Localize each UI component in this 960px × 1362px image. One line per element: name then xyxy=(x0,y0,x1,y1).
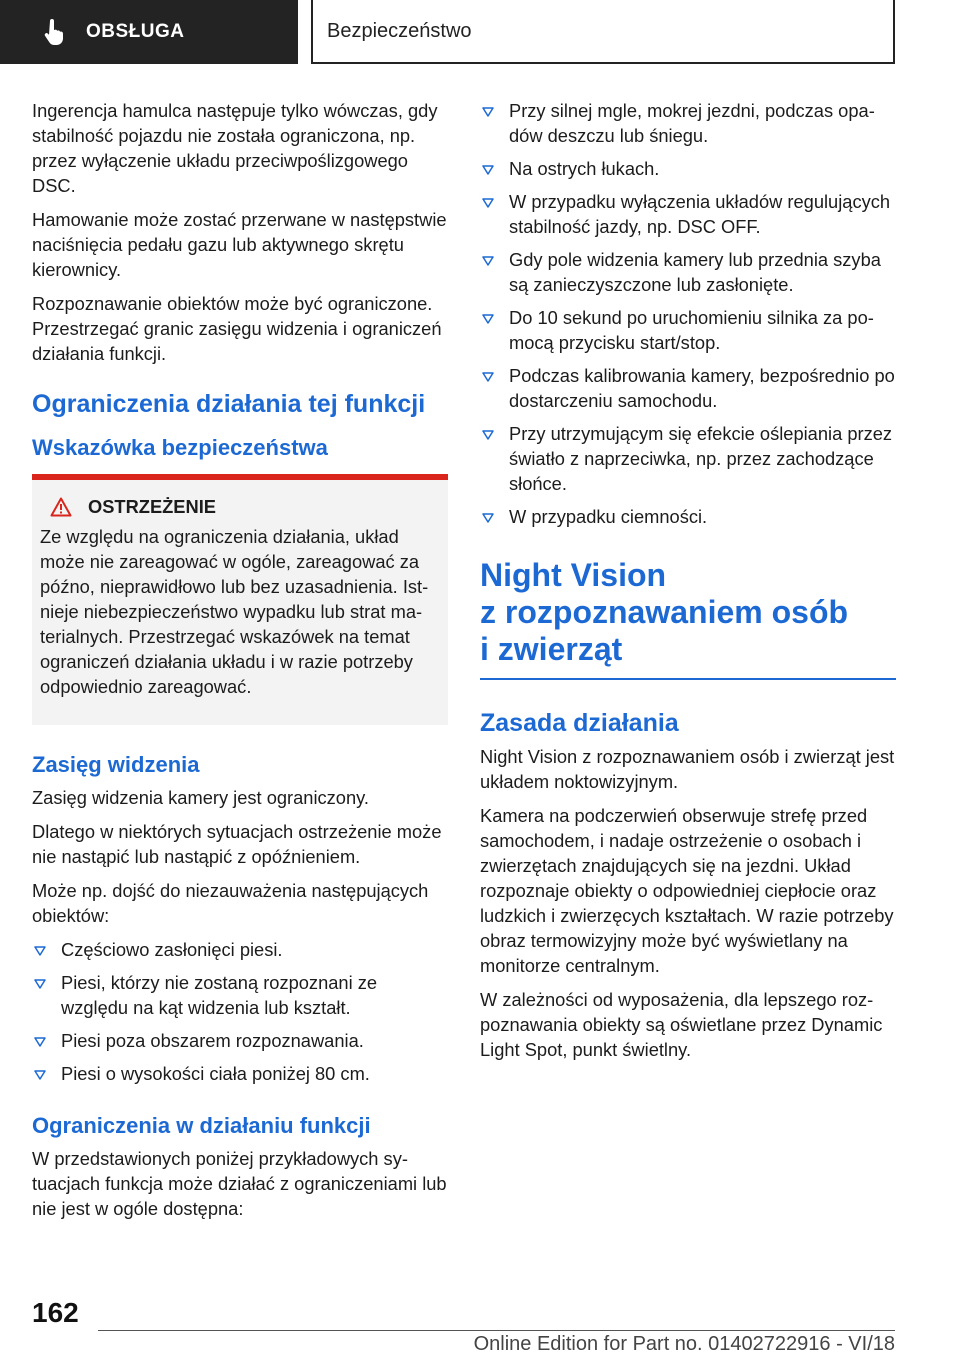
triangle-bullet-icon xyxy=(482,430,494,440)
list-item xyxy=(480,156,896,181)
list-item xyxy=(32,970,448,1020)
range-paragraph: Dlatego w niektórych sytuacjach ostrzeżenie może nie nastąpić lub nastąpić z opóźnieniem. xyxy=(32,821,442,867)
list-item xyxy=(480,305,896,355)
triangle-bullet-icon xyxy=(34,979,46,989)
safety-heading: Wskazówka bezpieczeństwa xyxy=(32,435,328,460)
limits-heading: Ograniczenia działania tej funkcji xyxy=(32,390,426,418)
list-item-text: Piesi, którzy nie zostaną rozpoznani ze względu na kąt widzenia lub kształt. xyxy=(61,972,378,1018)
triangle-bullet-icon xyxy=(482,256,494,266)
list-item xyxy=(480,421,896,496)
edition-text: Online Edition for Part no. 01402722916 - VI/18 xyxy=(473,1333,895,1355)
range-paragraph: Może np. dojść do niezauważenia następujących obiektów: xyxy=(32,880,429,926)
triangle-bullet-icon xyxy=(482,107,494,117)
triangle-bullet-icon xyxy=(34,946,46,956)
chapter-tab-label: Bezpieczeństwo xyxy=(327,19,472,42)
page-header xyxy=(0,0,960,66)
triangle-bullet-icon xyxy=(482,314,494,324)
warning-title: OSTRZEŻENIE xyxy=(88,496,216,517)
section-tab-label: OBSŁUGA xyxy=(86,21,185,42)
triangle-bullet-icon xyxy=(482,165,494,175)
triangle-bullet-icon xyxy=(34,1070,46,1080)
conditions-list xyxy=(480,98,896,529)
list-item-text: Podczas kalibrowania kamery, bezpośrednio po dostarczeniu samochodu. xyxy=(509,365,895,411)
list-item-text: Piesi o wysokości ciała poniżej 80 cm. xyxy=(61,1063,370,1084)
list-item xyxy=(480,363,896,413)
warning-header xyxy=(40,496,440,518)
function-limits-heading: Ograniczenia w działaniu funkcji xyxy=(32,1113,371,1138)
principle-heading: Zasada działania xyxy=(480,709,679,737)
list-item-text: W przypadku ciemności. xyxy=(509,506,708,527)
intro-paragraph: Hamowanie może zostać przerwane w następstwie naciśnięcia pedału gazu lub aktywnego skrętu kierownicy. xyxy=(32,209,447,280)
list-item-text: Gdy pole widzenia kamery lub przednia szyba są zanieczyszczone lub zasłonięte. xyxy=(509,249,881,295)
list-item-text: Do 10 sekund po uruchomieniu silnika za pomocą przycisku start/stop. xyxy=(509,307,874,353)
list-item xyxy=(32,1028,448,1053)
list-item-text: Na ostrych łukach. xyxy=(509,158,660,179)
principle-paragraph: Kamera na podczerwień obserwuje strefę przed samochodem, i nadaje ostrzeżenie o osobach i zwierzętach znajdujących się na jezdni. Układ rozpoznaje obiekty o odpowiedniej ciepłocie oraz ludzkich i zwierzęcych kształtach. W razie potrzeby obraz termowizyjny może być wyświetlany na monitorze centralnym. xyxy=(480,805,894,976)
function-limits-paragraph: W przedstawionych poniżej przykładowych sytuacjach funkcja może działać z ograniczeniami lub nie jest w ogóle dostępna: xyxy=(32,1148,447,1219)
warning-box xyxy=(32,474,448,725)
principle-paragraph: W zależności od wyposażenia, dla lepszego rozpoznawania obiekty są oświetlane przez Dynamic Light Spot, punkt świetlny. xyxy=(480,989,883,1060)
range-list xyxy=(32,937,448,1086)
warning-text: Ze względu na ograniczenia działania, układ może nie zareagować w ogóle, zareagować za późno, nieprawidłowo lub bez uzasadnienia. Istnieje niebezpieczeństwo wypadku lub strat materialnych. Przestrzegać wskazówek na temat ograniczeń działania układu i w razie potrzeby odpowiednio zareagować. xyxy=(40,526,429,697)
section-tab xyxy=(0,0,298,64)
list-item xyxy=(480,98,896,148)
hand-pointer-icon xyxy=(42,19,66,45)
footer-divider xyxy=(98,1330,895,1331)
list-item xyxy=(32,1061,448,1086)
triangle-bullet-icon xyxy=(34,1037,46,1047)
section-title xyxy=(480,557,896,668)
principle-paragraph: Night Vision z rozpoznawaniem osób i zwierząt jest układem noktowizyjnym. xyxy=(480,746,895,792)
range-heading: Zasięg widzenia xyxy=(32,752,200,777)
list-item xyxy=(480,504,896,529)
triangle-bullet-icon xyxy=(482,372,494,382)
list-item-text: Częściowo zasłonięci piesi. xyxy=(61,939,283,960)
intro-paragraph: Ingerencja hamulca następuje tylko wówczas, gdy stabilność pojazdu nie została ograniczona, np. przez wyłączenie układu przeciwpoślizgowego DSC. xyxy=(32,100,438,196)
list-item-text: Przy utrzymującym się efekcie oślepiania przez światło z naprzeciwka, np. przez zachodzące słońce. xyxy=(509,423,893,494)
range-paragraph: Zasięg widzenia kamery jest ograniczony. xyxy=(32,787,369,808)
section-title-line: i zwierząt xyxy=(480,631,623,667)
triangle-bullet-icon xyxy=(482,198,494,208)
list-item-text: Przy silnej mgle, mokrej jezdni, podczas opadów deszczu lub śniegu. xyxy=(509,100,875,146)
title-divider xyxy=(480,678,896,680)
triangle-bullet-icon xyxy=(482,513,494,523)
right-column xyxy=(480,98,896,1071)
list-item-text: Piesi poza obszarem rozpoznawania. xyxy=(61,1030,364,1051)
section-title-line: z rozpoznawaniem osób xyxy=(480,594,849,630)
chapter-tab xyxy=(311,0,895,64)
list-item xyxy=(480,247,896,297)
page-number: 162 xyxy=(32,1297,79,1328)
intro-paragraph: Rozpoznawanie obiektów może być ograniczone. Przestrzegać granic zasięgu widzenia i ograniczeń działania funkcji. xyxy=(32,293,442,364)
warning-triangle-icon xyxy=(50,497,72,517)
list-item xyxy=(32,937,448,962)
section-title-line: Night Vision xyxy=(480,557,667,593)
list-item-text: W przypadku wyłączenia układów regulujących stabilność jazdy, np. DSC OFF. xyxy=(509,191,891,237)
left-column xyxy=(32,98,448,1230)
list-item xyxy=(480,189,896,239)
